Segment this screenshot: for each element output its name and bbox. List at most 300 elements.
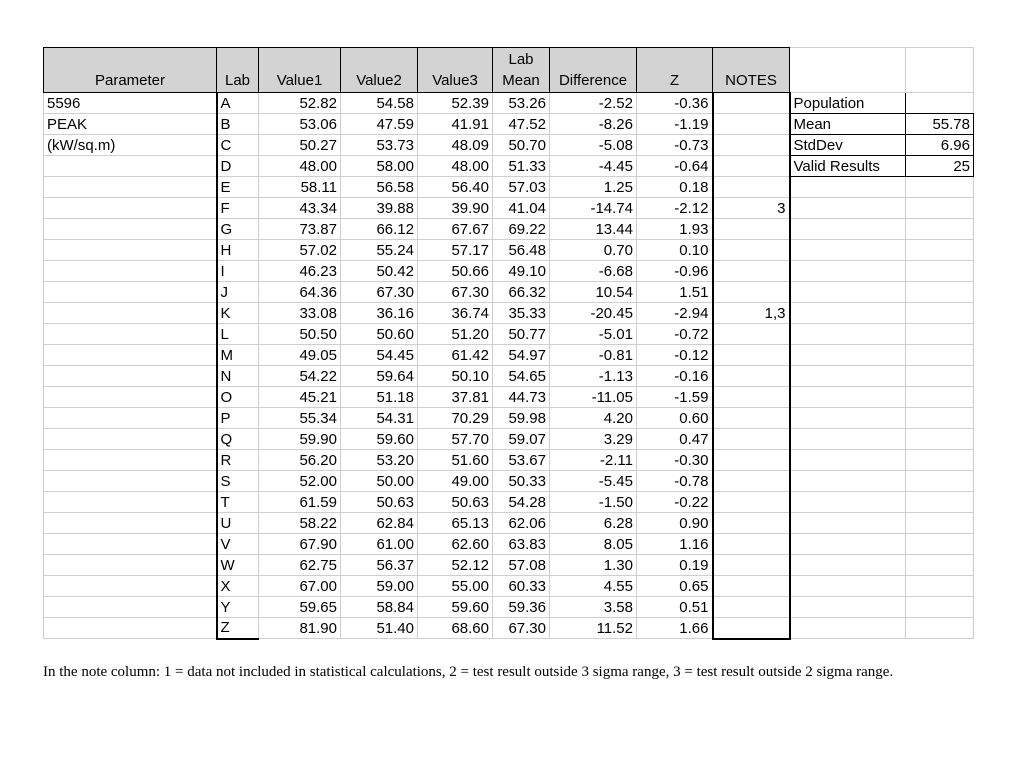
lab-cell: V — [217, 534, 259, 555]
parameter-cell — [44, 177, 217, 198]
difference-cell: -1.50 — [550, 492, 637, 513]
blank-cell — [906, 387, 974, 408]
notes-cell — [713, 345, 790, 366]
blank-cell — [906, 177, 974, 198]
lab-cell: C — [217, 135, 259, 156]
lab-mean-cell: 67.30 — [493, 618, 550, 639]
lab-mean-cell: 54.65 — [493, 366, 550, 387]
table-row — [44, 534, 974, 555]
notes-cell — [713, 597, 790, 618]
blank-cell — [906, 471, 974, 492]
value3-cell: 65.13 — [418, 513, 493, 534]
blank-cell — [790, 576, 906, 597]
blank-cell — [790, 513, 906, 534]
z-cell: -0.30 — [637, 450, 713, 471]
parameter-cell: 5596 — [44, 93, 217, 114]
value2-cell: 56.37 — [341, 555, 418, 576]
lab-cell: H — [217, 240, 259, 261]
z-cell: 1.93 — [637, 219, 713, 240]
value3-cell: 51.60 — [418, 450, 493, 471]
z-cell: 1.51 — [637, 282, 713, 303]
table-row — [44, 618, 974, 639]
blank-cell — [790, 555, 906, 576]
blank-cell — [906, 408, 974, 429]
z-cell: -0.78 — [637, 471, 713, 492]
value2-cell: 62.84 — [341, 513, 418, 534]
lab-mean-cell: 60.33 — [493, 576, 550, 597]
difference-cell: -2.52 — [550, 93, 637, 114]
notes-cell — [713, 156, 790, 177]
lab-cell: W — [217, 555, 259, 576]
table-row — [44, 555, 974, 576]
blank-cell — [906, 618, 974, 639]
difference-cell: -14.74 — [550, 198, 637, 219]
notes-cell — [713, 492, 790, 513]
value1-cell: 67.00 — [259, 576, 341, 597]
blank-cell — [790, 261, 906, 282]
value2-cell: 66.12 — [341, 219, 418, 240]
blank-cell — [790, 219, 906, 240]
notes-cell — [713, 555, 790, 576]
value1-cell: 62.75 — [259, 555, 341, 576]
notes-cell — [713, 114, 790, 135]
parameter-cell — [44, 387, 217, 408]
z-cell: -2.94 — [637, 303, 713, 324]
header-z: Z — [637, 48, 713, 93]
value2-cell: 55.24 — [341, 240, 418, 261]
value3-cell: 56.40 — [418, 177, 493, 198]
blank-cell — [906, 576, 974, 597]
lab-mean-cell: 49.10 — [493, 261, 550, 282]
lab-cell: Z — [217, 618, 259, 639]
value3-cell: 50.63 — [418, 492, 493, 513]
blank-cell — [790, 429, 906, 450]
blank-cell — [906, 366, 974, 387]
value3-cell: 61.42 — [418, 345, 493, 366]
difference-cell: 13.44 — [550, 219, 637, 240]
lab-mean-cell: 41.04 — [493, 198, 550, 219]
difference-cell: -11.05 — [550, 387, 637, 408]
value3-cell: 48.09 — [418, 135, 493, 156]
difference-cell: 1.30 — [550, 555, 637, 576]
value1-cell: 53.06 — [259, 114, 341, 135]
z-cell: -2.12 — [637, 198, 713, 219]
lab-cell: L — [217, 324, 259, 345]
value3-cell: 55.00 — [418, 576, 493, 597]
value3-cell: 68.60 — [418, 618, 493, 639]
blank-cell — [906, 48, 974, 93]
blank-cell — [790, 324, 906, 345]
value2-cell: 54.58 — [341, 93, 418, 114]
difference-cell: 10.54 — [550, 282, 637, 303]
value3-cell: 57.70 — [418, 429, 493, 450]
blank-cell — [906, 450, 974, 471]
parameter-cell — [44, 450, 217, 471]
blank-cell — [790, 48, 906, 93]
difference-cell: -0.81 — [550, 345, 637, 366]
difference-cell: -20.45 — [550, 303, 637, 324]
notes-cell — [713, 219, 790, 240]
lab-mean-cell: 66.32 — [493, 282, 550, 303]
table-row — [44, 324, 974, 345]
value3-cell: 36.74 — [418, 303, 493, 324]
value1-cell: 33.08 — [259, 303, 341, 324]
notes-cell — [713, 177, 790, 198]
blank-cell — [906, 429, 974, 450]
value1-cell: 64.36 — [259, 282, 341, 303]
blank-cell — [906, 198, 974, 219]
value1-cell: 45.21 — [259, 387, 341, 408]
value2-cell: 50.60 — [341, 324, 418, 345]
value2-cell: 58.00 — [341, 156, 418, 177]
value3-cell: 48.00 — [418, 156, 493, 177]
blank-cell — [790, 492, 906, 513]
lab-mean-cell: 57.08 — [493, 555, 550, 576]
value1-cell: 50.50 — [259, 324, 341, 345]
lab-mean-cell: 63.83 — [493, 534, 550, 555]
parameter-cell: (kW/sq.m) — [44, 135, 217, 156]
table-row — [44, 366, 974, 387]
value1-cell: 49.05 — [259, 345, 341, 366]
blank-cell — [906, 282, 974, 303]
lab-cell: Y — [217, 597, 259, 618]
value1-cell: 58.11 — [259, 177, 341, 198]
notes-cell — [713, 471, 790, 492]
header-value1: Value1 — [259, 48, 341, 93]
value3-cell: 52.39 — [418, 93, 493, 114]
blank-cell — [906, 240, 974, 261]
value2-cell: 59.64 — [341, 366, 418, 387]
stat-label: Valid Results — [790, 156, 906, 177]
table-row — [44, 513, 974, 534]
notes-cell — [713, 324, 790, 345]
lab-mean-cell: 69.22 — [493, 219, 550, 240]
value3-cell: 50.66 — [418, 261, 493, 282]
z-cell: -0.12 — [637, 345, 713, 366]
value1-cell: 59.90 — [259, 429, 341, 450]
stat-value: 55.78 — [906, 114, 974, 135]
lab-cell: A — [217, 93, 259, 114]
results-table — [43, 47, 974, 640]
parameter-cell — [44, 303, 217, 324]
blank-cell — [790, 240, 906, 261]
stat-value: 25 — [906, 156, 974, 177]
value1-cell: 54.22 — [259, 366, 341, 387]
parameter-cell — [44, 345, 217, 366]
table-row — [44, 597, 974, 618]
value2-cell: 51.18 — [341, 387, 418, 408]
notes-cell — [713, 534, 790, 555]
lab-mean-cell: 53.67 — [493, 450, 550, 471]
blank-cell — [906, 219, 974, 240]
value3-cell: 39.90 — [418, 198, 493, 219]
lab-mean-cell: 51.33 — [493, 156, 550, 177]
z-cell: -0.22 — [637, 492, 713, 513]
blank-cell — [906, 324, 974, 345]
lab-cell: E — [217, 177, 259, 198]
stat-label: Population — [790, 93, 906, 114]
parameter-cell — [44, 156, 217, 177]
table-row — [44, 492, 974, 513]
notes-cell — [713, 408, 790, 429]
z-cell: -0.96 — [637, 261, 713, 282]
lab-cell: Q — [217, 429, 259, 450]
lab-mean-cell: 50.77 — [493, 324, 550, 345]
difference-cell: -5.08 — [550, 135, 637, 156]
value1-cell: 48.00 — [259, 156, 341, 177]
header-row — [44, 48, 974, 93]
table-body — [44, 48, 974, 639]
z-cell: 1.16 — [637, 534, 713, 555]
value1-cell: 58.22 — [259, 513, 341, 534]
value1-cell: 57.02 — [259, 240, 341, 261]
z-cell: 0.18 — [637, 177, 713, 198]
value3-cell: 50.10 — [418, 366, 493, 387]
blank-cell — [906, 513, 974, 534]
blank-cell — [906, 303, 974, 324]
z-cell: 0.10 — [637, 240, 713, 261]
notes-cell — [713, 261, 790, 282]
lab-cell: K — [217, 303, 259, 324]
difference-cell: 1.25 — [550, 177, 637, 198]
lab-mean-cell: 35.33 — [493, 303, 550, 324]
difference-cell: -1.13 — [550, 366, 637, 387]
blank-cell — [790, 618, 906, 639]
value3-cell: 67.67 — [418, 219, 493, 240]
lab-cell: J — [217, 282, 259, 303]
stat-value — [906, 93, 974, 114]
z-cell: -0.16 — [637, 366, 713, 387]
value2-cell: 56.58 — [341, 177, 418, 198]
difference-cell: 8.05 — [550, 534, 637, 555]
lab-mean-cell: 59.07 — [493, 429, 550, 450]
value2-cell: 47.59 — [341, 114, 418, 135]
difference-cell: 6.28 — [550, 513, 637, 534]
z-cell: -1.59 — [637, 387, 713, 408]
blank-cell — [790, 450, 906, 471]
notes-cell: 3 — [713, 198, 790, 219]
header-notes: NOTES — [713, 48, 790, 93]
table-row — [44, 576, 974, 597]
value2-cell: 50.42 — [341, 261, 418, 282]
z-cell: -0.36 — [637, 93, 713, 114]
blank-cell — [790, 282, 906, 303]
value2-cell: 54.45 — [341, 345, 418, 366]
footnote: In the note column: 1 = data not included in statistical calculations, 2 = test result outside 3 sigma range, 3 = test result outside 2 sigma range. — [43, 664, 894, 680]
blank-cell — [790, 303, 906, 324]
lab-cell: R — [217, 450, 259, 471]
value1-cell: 59.65 — [259, 597, 341, 618]
lab-cell: M — [217, 345, 259, 366]
parameter-cell — [44, 240, 217, 261]
value2-cell: 54.31 — [341, 408, 418, 429]
value3-cell: 62.60 — [418, 534, 493, 555]
table-row — [44, 345, 974, 366]
lab-cell: S — [217, 471, 259, 492]
table-row — [44, 135, 974, 156]
value2-cell: 67.30 — [341, 282, 418, 303]
difference-cell: -6.68 — [550, 261, 637, 282]
notes-cell — [713, 240, 790, 261]
parameter-cell — [44, 366, 217, 387]
parameter-cell — [44, 429, 217, 450]
blank-cell — [790, 366, 906, 387]
table-row — [44, 282, 974, 303]
blank-cell — [906, 492, 974, 513]
z-cell: -1.19 — [637, 114, 713, 135]
blank-cell — [790, 408, 906, 429]
notes-cell — [713, 450, 790, 471]
lab-cell: U — [217, 513, 259, 534]
value1-cell: 67.90 — [259, 534, 341, 555]
value3-cell: 67.30 — [418, 282, 493, 303]
value2-cell: 51.40 — [341, 618, 418, 639]
table-row — [44, 114, 974, 135]
stat-value: 6.96 — [906, 135, 974, 156]
stat-label: Mean — [790, 114, 906, 135]
header-difference: Difference — [550, 48, 637, 93]
parameter-cell — [44, 618, 217, 639]
value2-cell: 59.00 — [341, 576, 418, 597]
table-row — [44, 303, 974, 324]
value1-cell: 61.59 — [259, 492, 341, 513]
notes-cell — [713, 366, 790, 387]
lab-mean-cell: 62.06 — [493, 513, 550, 534]
blank-cell — [790, 471, 906, 492]
blank-cell — [906, 534, 974, 555]
notes-cell — [713, 576, 790, 597]
header-value2: Value2 — [341, 48, 418, 93]
value1-cell: 50.27 — [259, 135, 341, 156]
blank-cell — [906, 597, 974, 618]
difference-cell: 4.55 — [550, 576, 637, 597]
table-row — [44, 240, 974, 261]
header-lab: Lab — [217, 48, 259, 93]
blank-cell — [906, 555, 974, 576]
z-cell: 0.47 — [637, 429, 713, 450]
table-row — [44, 93, 974, 114]
header-parameter: Parameter — [44, 48, 217, 93]
notes-cell — [713, 93, 790, 114]
lab-mean-cell: 59.36 — [493, 597, 550, 618]
blank-cell — [790, 198, 906, 219]
difference-cell: 3.29 — [550, 429, 637, 450]
stat-label: StdDev — [790, 135, 906, 156]
difference-cell: -2.11 — [550, 450, 637, 471]
lab-mean-cell: 57.03 — [493, 177, 550, 198]
value1-cell: 56.20 — [259, 450, 341, 471]
z-cell: -0.72 — [637, 324, 713, 345]
notes-cell — [713, 429, 790, 450]
notes-cell — [713, 387, 790, 408]
value2-cell: 39.88 — [341, 198, 418, 219]
value3-cell: 57.17 — [418, 240, 493, 261]
z-cell: -0.73 — [637, 135, 713, 156]
notes-cell: 1,3 — [713, 303, 790, 324]
parameter-cell — [44, 198, 217, 219]
parameter-cell — [44, 597, 217, 618]
parameter-cell — [44, 492, 217, 513]
value1-cell: 81.90 — [259, 618, 341, 639]
difference-cell: 11.52 — [550, 618, 637, 639]
difference-cell: -5.01 — [550, 324, 637, 345]
value1-cell: 43.34 — [259, 198, 341, 219]
value2-cell: 61.00 — [341, 534, 418, 555]
parameter-cell — [44, 513, 217, 534]
header-lab-mean: Lab Mean — [493, 48, 550, 93]
value1-cell: 55.34 — [259, 408, 341, 429]
z-cell: 0.19 — [637, 555, 713, 576]
value2-cell: 50.63 — [341, 492, 418, 513]
parameter-cell — [44, 576, 217, 597]
lab-mean-cell: 50.70 — [493, 135, 550, 156]
lab-cell: B — [217, 114, 259, 135]
lab-mean-cell: 54.28 — [493, 492, 550, 513]
lab-mean-cell: 47.52 — [493, 114, 550, 135]
difference-cell: -5.45 — [550, 471, 637, 492]
difference-cell: -8.26 — [550, 114, 637, 135]
z-cell: 0.90 — [637, 513, 713, 534]
parameter-cell — [44, 282, 217, 303]
blank-cell — [790, 597, 906, 618]
notes-cell — [713, 135, 790, 156]
parameter-cell — [44, 219, 217, 240]
lab-mean-cell: 50.33 — [493, 471, 550, 492]
value2-cell: 58.84 — [341, 597, 418, 618]
lab-mean-cell: 53.26 — [493, 93, 550, 114]
table-row — [44, 387, 974, 408]
blank-cell — [906, 345, 974, 366]
value2-cell: 50.00 — [341, 471, 418, 492]
notes-cell — [713, 282, 790, 303]
parameter-cell — [44, 408, 217, 429]
lab-mean-cell: 54.97 — [493, 345, 550, 366]
z-cell: 0.65 — [637, 576, 713, 597]
lab-cell: X — [217, 576, 259, 597]
parameter-cell — [44, 555, 217, 576]
parameter-cell: PEAK — [44, 114, 217, 135]
value1-cell: 52.00 — [259, 471, 341, 492]
z-cell: 1.66 — [637, 618, 713, 639]
z-cell: -0.64 — [637, 156, 713, 177]
table-row — [44, 156, 974, 177]
lab-cell: O — [217, 387, 259, 408]
z-cell: 0.51 — [637, 597, 713, 618]
value3-cell: 70.29 — [418, 408, 493, 429]
lab-cell: I — [217, 261, 259, 282]
value2-cell: 53.20 — [341, 450, 418, 471]
notes-cell — [713, 618, 790, 639]
value3-cell: 59.60 — [418, 597, 493, 618]
lab-cell: G — [217, 219, 259, 240]
value3-cell: 41.91 — [418, 114, 493, 135]
z-cell: 0.60 — [637, 408, 713, 429]
value2-cell: 59.60 — [341, 429, 418, 450]
lab-cell: N — [217, 366, 259, 387]
lab-mean-cell: 56.48 — [493, 240, 550, 261]
table-row — [44, 198, 974, 219]
difference-cell: 3.58 — [550, 597, 637, 618]
value1-cell: 46.23 — [259, 261, 341, 282]
value2-cell: 53.73 — [341, 135, 418, 156]
table-row — [44, 261, 974, 282]
parameter-cell — [44, 471, 217, 492]
table-row — [44, 471, 974, 492]
table-row — [44, 177, 974, 198]
difference-cell: 0.70 — [550, 240, 637, 261]
parameter-cell — [44, 534, 217, 555]
lab-mean-cell: 44.73 — [493, 387, 550, 408]
